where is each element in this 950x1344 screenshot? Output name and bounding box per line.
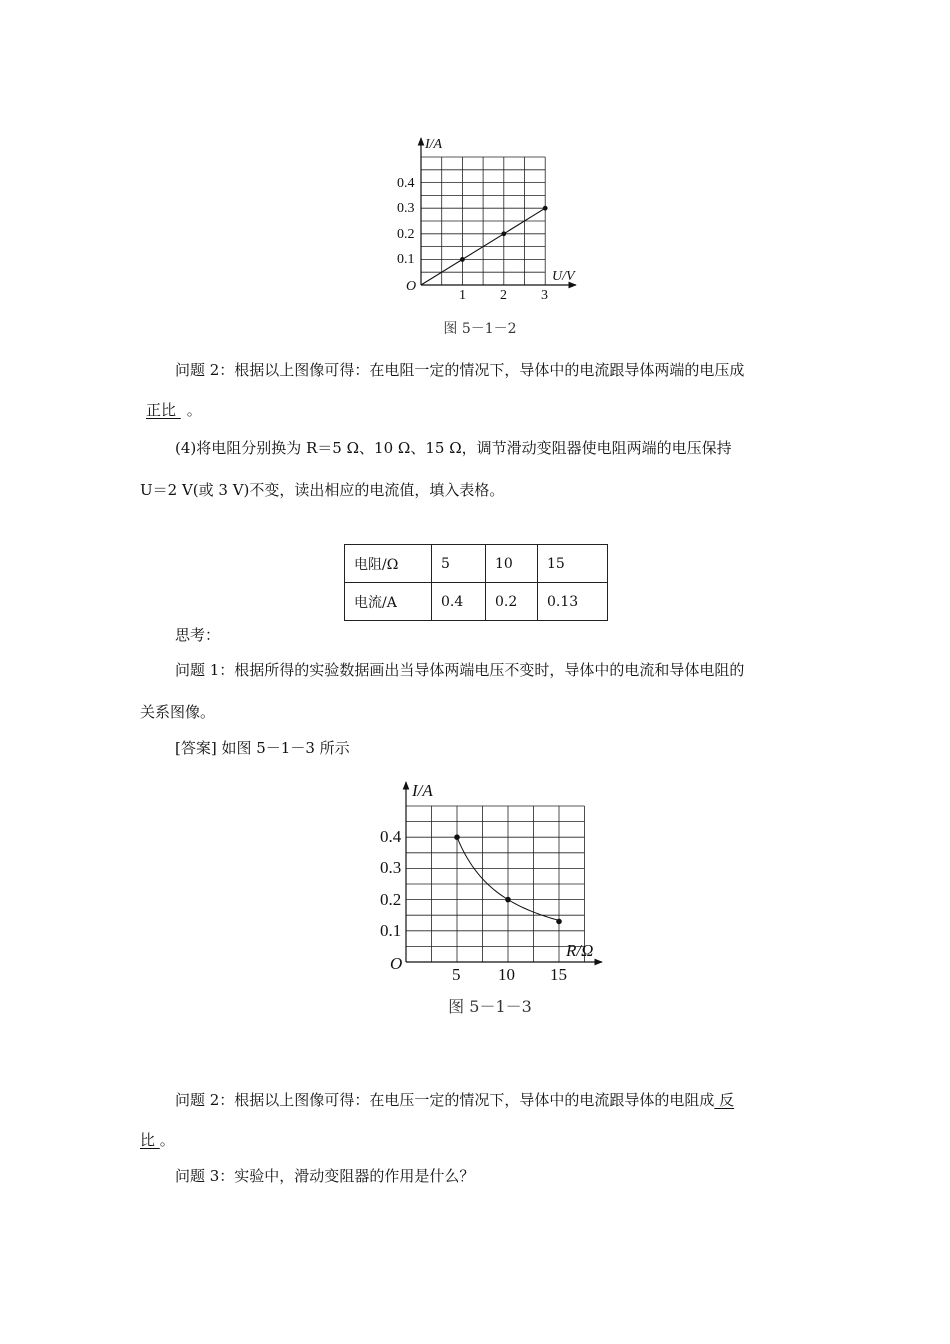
question-text: 问题 2：根据以上图像可得：在电阻一定的情况下，导体中的电流跟导体两端的电压成 <box>175 361 745 379</box>
table-row <box>345 545 608 583</box>
table-cell: 10 <box>486 545 538 583</box>
figure-current-voltage-chart <box>380 130 600 305</box>
table-cell: 0.2 <box>486 583 538 621</box>
answer-blank: 反 <box>714 1091 735 1109</box>
figure-caption: 图 5－1－2 <box>443 321 517 337</box>
chart-grid <box>406 806 585 962</box>
y-tick-label: 0.3 <box>397 201 415 216</box>
origin-label: O <box>390 954 403 973</box>
data-point <box>556 919 562 925</box>
y-axis-label: I/A <box>425 137 443 152</box>
figure-current-resistance-chart <box>370 772 610 982</box>
x-tick-label: 5 <box>452 965 461 982</box>
question-2-proportional <box>175 360 744 380</box>
question-3: 问题 3：实验中，滑动变阻器的作用是什么？ <box>175 1167 475 1185</box>
data-point <box>543 206 548 211</box>
chart-grid <box>421 157 545 285</box>
question-2-inverse-line-2 <box>140 1130 175 1150</box>
period: 。 <box>159 1131 175 1149</box>
y-tick-label: 0.4 <box>380 827 402 846</box>
y-tick-label: 0.2 <box>397 227 415 242</box>
y-tick-label: 0.4 <box>397 176 415 191</box>
y-tick-label: 0.2 <box>380 890 402 909</box>
x-tick-label: 2 <box>500 288 507 303</box>
question-1-line-1: 问题 1：根据所得的实验数据画出当导体两端电压不变时，导体中的电流和导体电阻的 <box>175 661 745 679</box>
x-tick-label: 1 <box>459 288 466 303</box>
data-point <box>454 834 460 840</box>
question-1-line-2: 关系图像。 <box>140 703 216 721</box>
period: 。 <box>186 401 202 419</box>
table-header-current: 电流/A <box>345 583 432 621</box>
answer-text: [答案] 如图 5－1－3 所示 <box>175 739 350 757</box>
x-tick-label: 3 <box>541 288 548 303</box>
data-point <box>460 257 465 262</box>
table-cell: 15 <box>538 545 608 583</box>
answer-blank: 正比 <box>146 401 181 419</box>
question-2-inverse <box>175 1090 734 1110</box>
think-label: 思考： <box>175 626 221 644</box>
table-cell: 0.4 <box>432 583 486 621</box>
data-point <box>505 897 511 903</box>
x-tick-label: 10 <box>498 965 515 982</box>
table-row <box>345 583 608 621</box>
data-table <box>344 544 608 621</box>
y-tick-label: 0.3 <box>380 858 402 877</box>
question-2-answer-line <box>140 400 202 420</box>
table-cell: 0.13 <box>538 583 608 621</box>
step-4-line-2: U＝2 V(或 3 V)不变，读出相应的电流值，填入表格。 <box>140 481 505 499</box>
y-tick-label: 0.1 <box>397 252 415 267</box>
figure-caption: 图 5－1－3 <box>448 997 532 1016</box>
answer-blank: 比 <box>140 1131 160 1149</box>
y-tick-label: 0.1 <box>380 921 402 940</box>
step-4-line-1: (4)将电阻分别换为 R＝5 Ω、10 Ω、15 Ω，调节滑动变阻器使电阻两端的电压保持 <box>175 439 732 457</box>
x-axis-label: R/Ω <box>566 941 594 960</box>
origin-label: O <box>406 279 417 294</box>
data-point <box>501 231 506 236</box>
table-header-resistance: 电阻/Ω <box>345 545 432 583</box>
question-text: 问题 2：根据以上图像可得：在电压一定的情况下，导体中的电流跟导体的电阻成 <box>175 1091 715 1109</box>
x-tick-label: 15 <box>550 965 567 982</box>
x-axis-label: U/V <box>552 269 575 284</box>
table-cell: 5 <box>432 545 486 583</box>
y-axis-label: I/A <box>412 781 433 800</box>
